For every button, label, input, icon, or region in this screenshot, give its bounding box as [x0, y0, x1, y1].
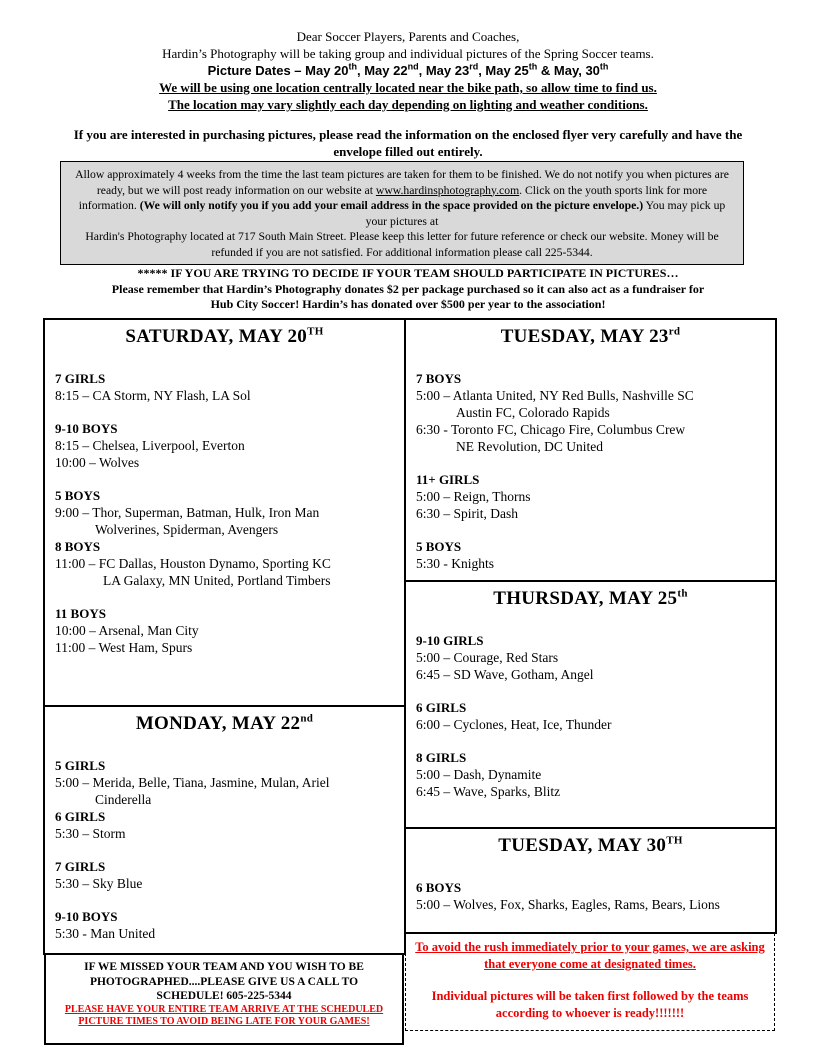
- schedule-tuesday-30: [404, 827, 777, 934]
- team-group: [55, 487, 404, 538]
- time-slot: 8:15 – CA Storm, NY Flash, LA Sol: [55, 388, 251, 403]
- picture-dates: [0, 62, 816, 79]
- schedule-thursday: [404, 580, 777, 829]
- time-slot: 6:00 – Cyclones, Heat, Ice, Thunder: [416, 717, 612, 732]
- fundraiser-line: Hub City Soccer! Hardin’s has donated over $500 per year to the association!: [210, 297, 606, 311]
- group-title: 9-10 BOYS: [55, 909, 118, 924]
- location-note: The location may vary slightly each day depending on lighting and weather conditions.: [168, 97, 648, 112]
- info-text: Hardin's Photography located at 717 South Main Street. Please keep this letter for future reference or check our website. Money will be refunded if you are not satisfied. For additional information please call 225-5344.: [85, 230, 719, 259]
- time-slot: 6:30 - Toronto FC, Chicago Fire, Columbus Crew: [416, 422, 686, 437]
- time-slot-continued: NE Revolution, DC United: [456, 439, 603, 454]
- team-group: [55, 757, 404, 808]
- team-group: [55, 858, 404, 892]
- time-slot-continued: Austin FC, Colorado Rapids: [456, 405, 610, 420]
- day-heading: MONDAY, MAY 22nd: [135, 712, 314, 734]
- location-note: We will be using one location centrally located near the bike path, so allow time to find us.: [159, 80, 657, 95]
- date-suffix: th: [348, 61, 357, 72]
- team-group: [55, 420, 404, 471]
- fundraiser-line: ***** IF YOU ARE TRYING TO DECIDE IF YOUR TEAM SHOULD PARTICIPATE IN PICTURES…: [137, 266, 679, 280]
- email-note: (We will only notify you if you add your email address in the space provided on the picture envelope.): [139, 199, 644, 212]
- time-slot: 9:00 – Thor, Superman, Batman, Hulk, Iron Man: [55, 505, 320, 520]
- team-group: [416, 370, 775, 455]
- group-title: 9-10 BOYS: [55, 421, 118, 436]
- time-slot: 6:45 – Wave, Sparks, Blitz: [416, 784, 561, 799]
- time-slot: 5:30 - Man United: [55, 926, 156, 941]
- call-to-schedule: IF WE MISSED YOUR TEAM AND YOU WISH TO BE PHOTOGRAPHED....PLEASE GIVE US A CALL TO SCHEDULE! 605-225-5344: [84, 961, 364, 1002]
- team-group: [55, 808, 404, 842]
- time-slot: 11:00 – West Ham, Spurs: [55, 640, 193, 655]
- day-heading: TUESDAY, MAY 30TH: [498, 834, 683, 856]
- time-slot-continued: LA Galaxy, MN United, Portland Timbers: [103, 573, 331, 588]
- group-title: 11 BOYS: [55, 606, 106, 621]
- day-heading: SATURDAY, MAY 20TH: [125, 325, 324, 347]
- schedule-monday: [43, 705, 406, 955]
- team-group: [416, 749, 775, 800]
- group-title: 5 BOYS: [55, 488, 101, 503]
- group-title: 8 BOYS: [55, 539, 101, 554]
- schedule-saturday: [43, 318, 406, 707]
- team-group: [55, 538, 404, 589]
- time-slot: 5:00 – Merida, Belle, Tiana, Jasmine, Mulan, Ariel: [55, 775, 330, 790]
- team-group: [416, 538, 775, 572]
- time-slot: 10:00 – Wolves: [55, 455, 140, 470]
- website-link[interactable]: www.hardinsphotography.com: [375, 183, 520, 197]
- team-group: [416, 471, 775, 522]
- team-group: [416, 699, 775, 733]
- time-slot: 5:30 – Sky Blue: [55, 876, 143, 891]
- time-slot: 5:00 – Reign, Thorns: [416, 489, 531, 504]
- day-heading: THURSDAY, MAY 25th: [493, 587, 688, 609]
- time-slot: 11:00 – FC Dallas, Houston Dynamo, Sporting KC: [55, 556, 331, 571]
- group-title: 7 BOYS: [416, 371, 462, 386]
- time-slot: 10:00 – Arsenal, Man City: [55, 623, 199, 638]
- fundraiser-line: Please remember that Hardin’s Photography donates $2 per package purchased so it can also act as a fundraiser for: [111, 281, 705, 296]
- schedule-tuesday-23: [404, 318, 777, 582]
- team-group: [55, 908, 404, 942]
- team-group: [416, 879, 775, 913]
- group-title: 8 GIRLS: [416, 750, 467, 765]
- date-suffix: nd: [407, 61, 419, 72]
- intro-line: Hardin’s Photography will be taking group and individual pictures of the Spring Soccer teams.: [162, 46, 654, 61]
- group-title: 6 BOYS: [416, 880, 462, 895]
- date-text: & May, 30: [537, 63, 600, 78]
- purchase-note: If you are interested in purchasing pictures, please read the information on the enclosed flyer very carefully and have the envelope filled out entirely.: [73, 127, 743, 159]
- time-slot: 5:00 – Wolves, Fox, Sharks, Eagles, Rams, Bears, Lions: [416, 897, 720, 912]
- group-title: 7 GIRLS: [55, 371, 106, 386]
- time-slot: 5:30 - Knights: [416, 556, 495, 571]
- designated-times-note: To avoid the rush immediately prior to your games, we are asking that everyone come at designated times.: [415, 940, 765, 971]
- time-slot-continued: Cinderella: [95, 792, 152, 807]
- info-text: You may pick up your pictures at: [365, 199, 726, 228]
- group-title: 7 GIRLS: [55, 859, 106, 874]
- date-text: , May 23: [418, 63, 470, 78]
- time-slot: 5:00 – Atlanta United, NY Red Bulls, Nashville SC: [416, 388, 694, 403]
- group-title: 6 GIRLS: [55, 809, 106, 824]
- greeting: Dear Soccer Players, Parents and Coaches,: [296, 29, 520, 44]
- date-text: , May 25: [478, 63, 529, 78]
- time-slot: 5:30 – Storm: [55, 826, 126, 841]
- team-group: [416, 632, 775, 683]
- group-title: 5 BOYS: [416, 539, 462, 554]
- individual-pictures-note: Individual pictures will be taken first followed by the teams according to whoever is ready!!!!!!!: [431, 989, 749, 1020]
- group-title: 5 GIRLS: [55, 758, 106, 773]
- letter-intro: [0, 28, 816, 113]
- time-slot-continued: Wolverines, Spiderman, Avengers: [95, 522, 279, 537]
- date-suffix: th: [528, 61, 538, 72]
- dates-label: Picture Dates – May 20: [207, 63, 349, 78]
- date-suffix: th: [599, 61, 609, 72]
- group-title: 11+ GIRLS: [416, 472, 480, 487]
- arrive-on-time-warning: PLEASE HAVE YOUR ENTIRE TEAM ARRIVE AT THE SCHEDULED PICTURE TIMES TO AVOID BEING LATE FOR YOUR GAMES!: [64, 1003, 384, 1027]
- date-text: , May 22: [357, 63, 408, 78]
- group-title: 9-10 GIRLS: [416, 633, 484, 648]
- team-group: [55, 605, 404, 656]
- day-heading: TUESDAY, MAY 23rd: [500, 325, 681, 347]
- date-suffix: rd: [469, 61, 479, 72]
- group-title: 6 GIRLS: [416, 700, 467, 715]
- info-text: . Click on the youth sports link for more information.: [78, 183, 708, 212]
- time-slot: 8:15 – Chelsea, Liverpool, Everton: [55, 438, 245, 453]
- info-box: [60, 161, 744, 265]
- time-slot: 5:00 – Courage, Red Stars: [416, 650, 559, 665]
- time-slot: 5:00 – Dash, Dynamite: [416, 767, 542, 782]
- missed-team-box: [44, 953, 404, 1045]
- info-text: Allow approximately 4 weeks from the time the last team pictures are taken for them to be finished. We do not notify you when pictures are ready, but we will post ready information on our website at: [75, 168, 729, 197]
- time-slot: 6:45 – SD Wave, Gotham, Angel: [416, 667, 594, 682]
- rush-notice: [405, 933, 775, 1031]
- time-slot: 6:30 – Spirit, Dash: [416, 506, 519, 521]
- fundraiser-note: [40, 266, 776, 313]
- team-group: [55, 370, 404, 404]
